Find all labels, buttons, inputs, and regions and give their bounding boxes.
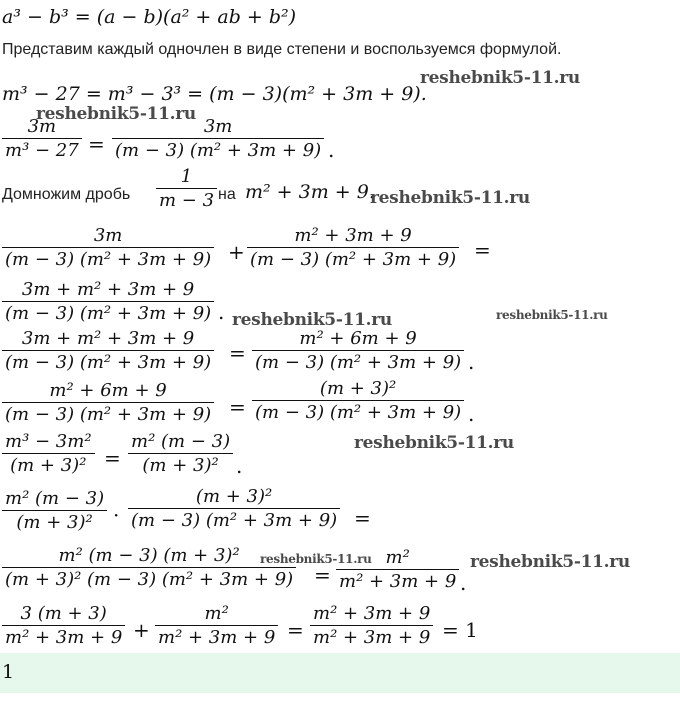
- period: .: [328, 138, 335, 162]
- equals-sign: =: [287, 618, 304, 642]
- formula-header: a³ − b³ = (a − b)(a² + ab + b²): [2, 6, 297, 28]
- fraction: m² + 6m + 9 (m − 3) (m² + 3m + 9): [2, 382, 214, 424]
- fraction: m² + 3m + 9 (m − 3) (m² + 3m + 9): [247, 227, 459, 269]
- equals-sign: =: [229, 395, 246, 419]
- multiply-text-on: на: [218, 186, 236, 203]
- fraction: 3 (m + 3) m² + 3m + 9: [2, 605, 125, 647]
- fraction: 3m + m² + 3m + 9 (m − 3) (m² + 3m + 9): [2, 330, 214, 372]
- plus-sign: +: [228, 240, 245, 264]
- fraction: 1 m − 3: [156, 168, 217, 210]
- watermark: reshebnik5-11.ru: [36, 104, 196, 124]
- period: .: [460, 571, 467, 595]
- multiply-text: Домножим дробь: [2, 186, 131, 203]
- period: .: [236, 454, 243, 478]
- watermark: reshebnik5-11.ru: [232, 310, 392, 330]
- fraction: m³ − 3m² (m + 3)²: [2, 433, 95, 475]
- period: .: [218, 300, 225, 324]
- fraction: m² m² + 3m + 9: [336, 549, 459, 591]
- period: .: [468, 402, 475, 426]
- fraction: m² (m − 3) (m + 3)²: [2, 490, 107, 532]
- fraction: 3m (m − 3) (m² + 3m + 9): [2, 227, 214, 269]
- equals-sign: =: [88, 132, 105, 156]
- period: .: [468, 350, 475, 374]
- fraction: m² + 6m + 9 (m − 3) (m² + 3m + 9): [252, 330, 464, 372]
- answer-value: 1: [2, 661, 15, 683]
- fraction: m² + 3m + 9 m² + 3m + 9: [310, 605, 433, 647]
- fraction: m² (m − 3) (m + 3)² (m + 3)² (m − 3) (m² + 3m + 9): [2, 547, 296, 589]
- watermark: reshebnik5-11.ru: [260, 552, 372, 566]
- equals-sign: =: [314, 563, 331, 587]
- fraction: 3m + m² + 3m + 9 (m − 3) (m² + 3m + 9): [2, 281, 214, 323]
- watermark: reshebnik5-11.ru: [470, 552, 630, 572]
- equals-sign: =: [104, 446, 121, 470]
- watermark: reshebnik5-11.ru: [370, 188, 530, 208]
- fraction: 3m m³ − 27: [2, 118, 82, 160]
- intro-text: Представим каждый одночлен в виде степени и воспользуемся формулой.: [2, 41, 562, 58]
- answer-box: [0, 653, 680, 693]
- fraction: (m + 3)² (m − 3) (m² + 3m + 9): [128, 488, 340, 530]
- result: = 1: [442, 618, 478, 642]
- line-difference-of-cubes: m³ − 27 = m³ − 3³ = (m − 3)(m² + 3m + 9).: [2, 83, 427, 105]
- dot-operator: ·: [113, 503, 120, 527]
- equals-sign: =: [354, 506, 371, 530]
- watermark: reshebnik5-11.ru: [420, 68, 580, 88]
- fraction: (m + 3)² (m − 3) (m² + 3m + 9): [252, 380, 464, 422]
- multiply-expression: m² + 3m + 9.: [245, 181, 375, 203]
- equals-sign: =: [229, 341, 246, 365]
- watermark: reshebnik5-11.ru: [496, 308, 608, 322]
- fraction: m² m² + 3m + 9: [155, 605, 278, 647]
- equals-sign: =: [474, 238, 491, 262]
- fraction: m² (m − 3) (m + 3)²: [128, 433, 233, 475]
- fraction: 3m (m − 3) (m² + 3m + 9): [112, 118, 324, 160]
- plus-sign: +: [133, 618, 150, 642]
- watermark: reshebnik5-11.ru: [354, 433, 514, 453]
